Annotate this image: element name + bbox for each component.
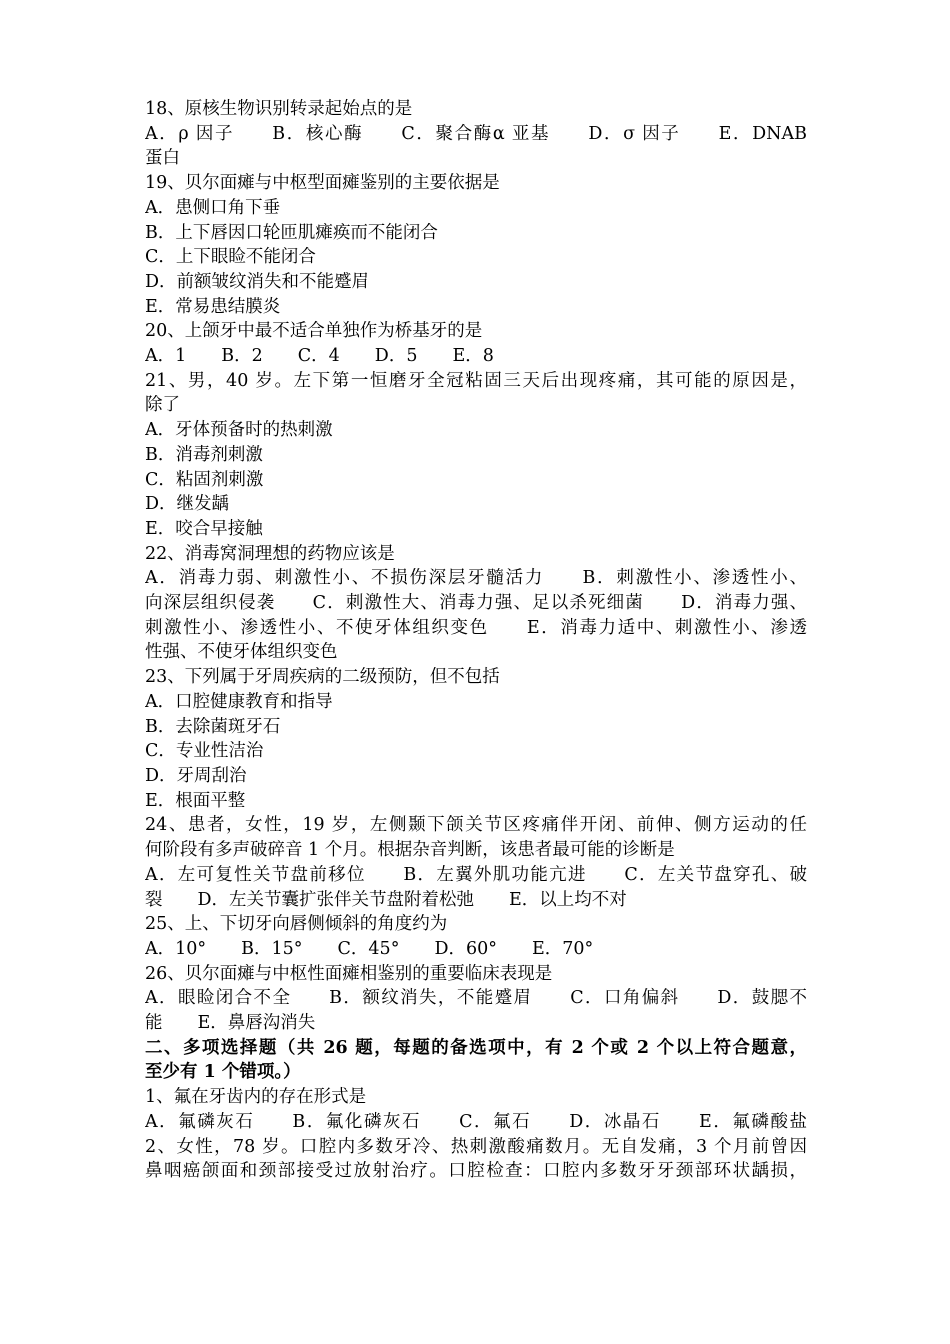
question-20-options: A．1 B．2 C．4 D．5 E．8 (145, 346, 494, 367)
question-21-stem-cont: 除了 (145, 395, 180, 416)
mq-1-options: A．氟磷灰石 B．氟化磷灰石 C．氟石 D．冰晶石 E．氟磷酸盐 (145, 1111, 807, 1132)
question-21-stem: 21、男，40 岁。左下第一恒磨牙全冠粘固三天后出现疼痛，其可能的原因是， (145, 370, 807, 391)
question-22-options-1: A．消毒力弱、刺激性小、不损伤深层牙髓活力 B．刺激性小、渗透性小、 (145, 568, 807, 589)
question-18-stem: 18、原核生物识别转录起始点的是 (145, 99, 413, 119)
question-22-options-4: 性强、不使牙体组织变色 (145, 642, 338, 663)
question-21-option-c: C．粘固剂刺激 (145, 469, 264, 490)
document-page (145, 97, 807, 1184)
question-18-options-cont: 蛋白 (145, 148, 180, 169)
question-18-options: A．ρ 因子 B．核心酶 C．聚合酶α 亚基 D．σ 因子 E．DNAB (145, 123, 807, 144)
question-24-options-1: A．左可复性关节盘前移位 B．左翼外肌功能亢进 C．左关节盘穿孔、破 (145, 864, 807, 885)
question-26-stem: 26、贝尔面瘫与中枢性面瘫相鉴别的重要临床表现是 (145, 963, 553, 984)
question-26-options-1: A．眼睑闭合不全 B．额纹消失，不能蹙眉 C．口角偏斜 D．鼓腮不 (145, 988, 807, 1009)
question-19-option-c: C．上下眼睑不能闭合 (145, 247, 316, 268)
question-26-options-2: 能 E．鼻唇沟消失 (145, 1013, 316, 1034)
question-22-options-3: 刺激性小、渗透性小、不使牙体组织变色 E．消毒力适中、刺激性小、渗透 (145, 617, 807, 638)
question-21-option-a: A．牙体预备时的热刺激 (145, 420, 333, 441)
question-23-option-b: B．去除菌斑牙石 (145, 716, 281, 737)
question-19-option-d: D．前额皱纹消失和不能蹙眉 (145, 271, 370, 292)
question-20-stem: 20、上颌牙中最不适合单独作为桥基牙的是 (145, 321, 483, 342)
section-2-heading-cont: 至少有 1 个错项。） (145, 1062, 301, 1083)
question-21-option-b: B．消毒剂刺激 (145, 444, 263, 465)
question-19-stem: 19、贝尔面瘫与中枢型面瘫鉴别的主要依据是 (145, 173, 500, 194)
question-24-stem: 24、患者，女性，19 岁，左侧颞下颌关节区疼痛伴开闭、前伸、侧方运动的任 (145, 815, 807, 836)
section-2-heading: 二、多项选择题（共 26 题，每题的备选项中，有 2 个或 2 个以上符合题意， (145, 1037, 807, 1058)
question-23-option-a: A．口腔健康教育和指导 (145, 691, 333, 712)
question-24-options-2: 裂 D．左关节囊扩张伴关节盘附着松弛 E．以上均不对 (145, 889, 627, 910)
question-23-option-e: E．根面平整 (145, 790, 246, 811)
question-25-options: A．10° B．15° C．45° D．60° E．70° (145, 938, 594, 959)
question-25-stem: 25、上、下切牙向唇侧倾斜的角度约为 (145, 914, 448, 935)
question-24-stem-cont: 何阶段有多声破碎音 1 个月。根据杂音判断，该患者最可能的诊断是 (145, 840, 675, 861)
mq-2-stem: 2、女性，78 岁。口腔内多数牙冷、热刺激酸痛数月。无自发痛，3 个月前曾因 (145, 1136, 807, 1157)
question-22-stem: 22、消毒窝洞理想的药物应该是 (145, 543, 395, 564)
question-19-option-a: A．患侧口角下垂 (145, 197, 281, 218)
question-22-options-2: 向深层组织侵袭 C．刺激性大、消毒力强、足以杀死细菌 D．消毒力强、 (145, 593, 807, 614)
question-23-option-d: D．牙周刮治 (145, 765, 247, 786)
question-21-option-d: D．继发龋 (145, 494, 230, 515)
question-21-option-e: E．咬合早接触 (145, 518, 263, 539)
mq-2-stem-cont-1: 鼻咽癌颌面和颈部接受过放射治疗。口腔检查：口腔内多数牙牙颈部环状龋损， (145, 1161, 807, 1182)
question-19-option-e: E．常易患结膜炎 (145, 296, 281, 317)
question-23-stem: 23、下列属于牙周疾病的二级预防，但不包括 (145, 667, 500, 688)
question-19-option-b: B．上下唇因口轮匝肌瘫痪而不能闭合 (145, 222, 438, 243)
mq-1-stem: 1、氟在牙齿内的存在形式是 (145, 1087, 367, 1108)
question-23-option-c: C．专业性洁治 (145, 741, 264, 762)
